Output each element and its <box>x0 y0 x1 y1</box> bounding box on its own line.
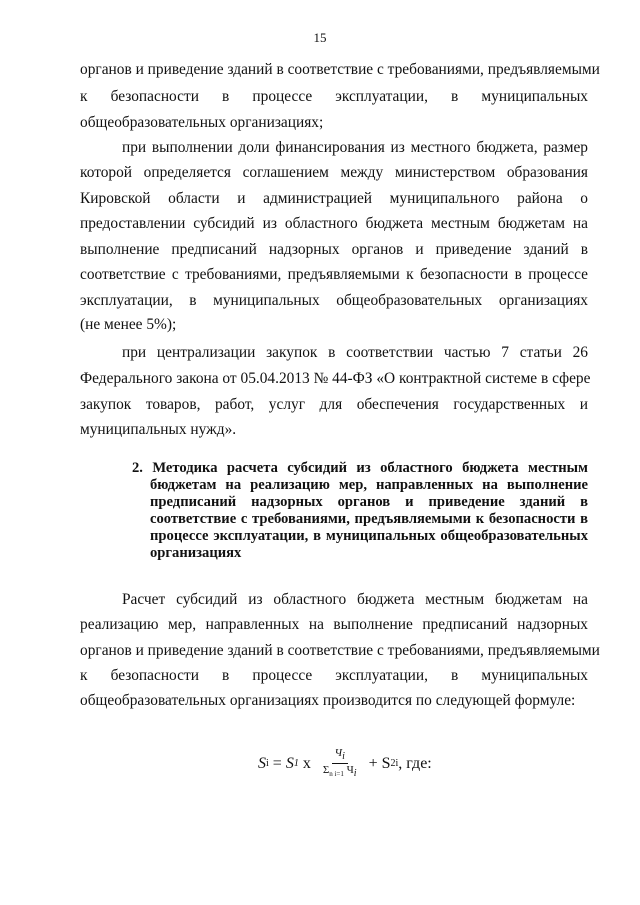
formula-s2-sub: 2i <box>390 758 399 770</box>
text-line: Федерального закона от 05.04.2013 № 44-ФЗ «О контрактной системе в сфере <box>80 370 591 387</box>
denominator-var: Ч <box>346 764 354 777</box>
text-line: муниципальных нужд». <box>80 421 237 438</box>
formula-tail: , где: <box>398 754 432 772</box>
fraction-numerator <box>332 747 348 764</box>
formula-equals: = <box>268 754 286 772</box>
text-line: органов и приведение зданий в соответствие с требованиями, предъявляемыми <box>80 61 600 78</box>
sum-symbol: Σ <box>322 764 330 777</box>
text-line: предоставлении субсидий из областного бюджета местным бюджетам на <box>80 215 588 232</box>
text-line: к безопасности в процессе эксплуатации, в муниципальных <box>80 667 588 684</box>
formula-plus: + <box>364 754 382 772</box>
text-line: Расчет субсидий из областного бюджета местным бюджетам на <box>122 591 588 608</box>
numerator-var: Ч <box>334 747 343 759</box>
text-line: Кировской области и администрацией муниципального района о <box>80 190 588 207</box>
text-line: выполнение предписаний надзорных органов и приведение зданий в <box>80 241 588 258</box>
sum-limits: n i=1 <box>329 770 344 779</box>
heading-line: организациях <box>150 545 242 561</box>
text-line: соответствие с требованиями, предъявляемыми к безопасности в процессе <box>80 266 588 283</box>
heading-line: предписаний надзорных органов и приведение зданий в <box>150 494 588 510</box>
formula-lhs: S <box>258 754 266 772</box>
heading-line: соответствие с требованиями, предъявляемыми к безопасности в <box>150 511 588 527</box>
text-line: эксплуатации, в муниципальных общеобразовательных организациях <box>80 292 588 309</box>
heading-line: процессе эксплуатации, в муниципальных общеобразовательных <box>150 528 588 544</box>
text-line: закупок товаров, работ, услуг для обеспечения государственных и <box>80 396 588 413</box>
text-line: при выполнении доли финансирования из местного бюджета, размер <box>122 139 588 156</box>
denominator-sub: i <box>353 768 357 780</box>
heading-line: 2. Методика расчета субсидий из областного бюджета местным <box>132 460 588 476</box>
text-line: общеобразовательных организациях; <box>80 114 324 131</box>
text-line: реализацию мер, направленных на выполнение предписаний надзорных <box>80 616 588 633</box>
page-number: 15 <box>313 30 327 45</box>
heading-line: бюджетам на реализацию мер, направленных на выполнение <box>150 477 588 493</box>
subsidy-formula <box>258 747 432 780</box>
text-line: при централизации закупок в соответствии частью 7 статьи 26 <box>122 344 588 361</box>
text-line: к безопасности в процессе эксплуатации, в муниципальных <box>80 88 588 105</box>
text-line: органов и приведение зданий в соответствие с требованиями, предъявляемыми <box>80 642 600 659</box>
numerator-sub: i <box>342 751 345 763</box>
formula-lhs-sub: i <box>266 758 269 770</box>
formula-fraction <box>321 747 359 780</box>
text-line: (не менее 5%); <box>80 316 177 333</box>
formula-s2: S <box>381 754 391 772</box>
text-line: которой определяется соглашением между министерством образования <box>80 164 588 181</box>
fraction-denominator <box>321 764 359 780</box>
formula-times: x <box>298 754 315 772</box>
formula-s1: S <box>285 754 294 772</box>
text-line: общеобразовательных организациях производится по следующей формуле: <box>80 692 576 709</box>
formula-s1-sub: 1 <box>293 758 299 770</box>
